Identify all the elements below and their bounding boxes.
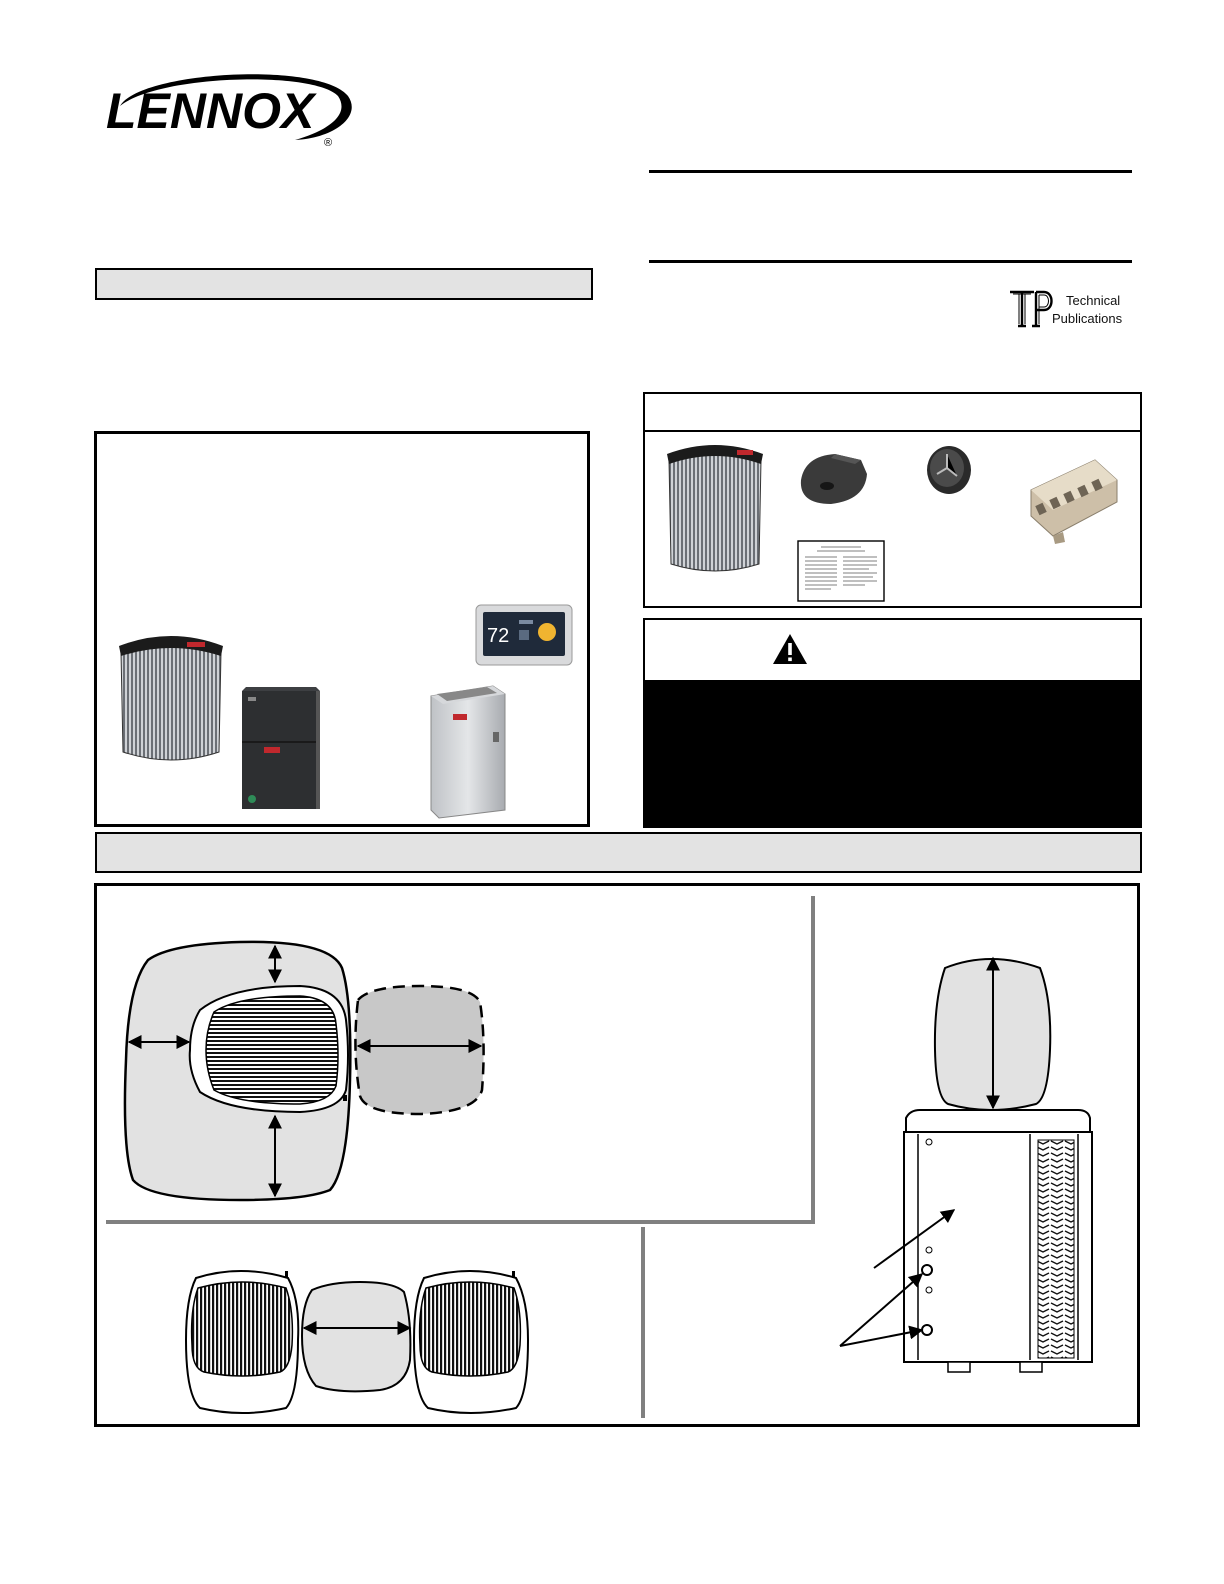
smart-thermostat-image bbox=[475, 604, 575, 668]
tp-publisher-logo bbox=[1008, 288, 1136, 330]
mounting-pad-image bbox=[795, 450, 871, 508]
clearance-diagrams-box bbox=[94, 883, 1140, 1427]
outdoor-unit-image bbox=[115, 632, 227, 764]
tp-logo bbox=[1008, 288, 1054, 330]
title-rule-top bbox=[649, 170, 1132, 173]
shipped-outdoor-unit-image bbox=[665, 440, 765, 574]
warning-message-panel bbox=[645, 680, 1140, 826]
registered-mark: ® bbox=[324, 137, 333, 149]
publisher-line-2: Publications bbox=[1052, 311, 1123, 326]
terminal-block-image bbox=[1025, 454, 1121, 546]
title-rule-bottom bbox=[649, 260, 1132, 263]
system-matchup-box bbox=[94, 431, 590, 827]
logo-wordmark: LENNOX bbox=[106, 83, 315, 139]
gas-furnace-image bbox=[427, 682, 509, 820]
air-handler-image bbox=[240, 687, 322, 815]
warranty-card-image bbox=[797, 540, 885, 602]
shipped-components-box bbox=[643, 392, 1142, 608]
publisher-line-1: Technical bbox=[1066, 293, 1121, 308]
warning-box bbox=[643, 618, 1142, 828]
lennox-logo-swoosh bbox=[100, 66, 360, 152]
thermostat-temperature: 72 bbox=[487, 625, 510, 647]
lennox-logo bbox=[100, 66, 360, 152]
shipped-box-header-rule bbox=[645, 430, 1140, 432]
wire-bushing-image bbox=[925, 444, 973, 496]
left-section-header-bar bbox=[95, 268, 593, 300]
clearance-section-header-bar bbox=[95, 832, 1142, 873]
warning-triangle-icon bbox=[772, 633, 808, 665]
